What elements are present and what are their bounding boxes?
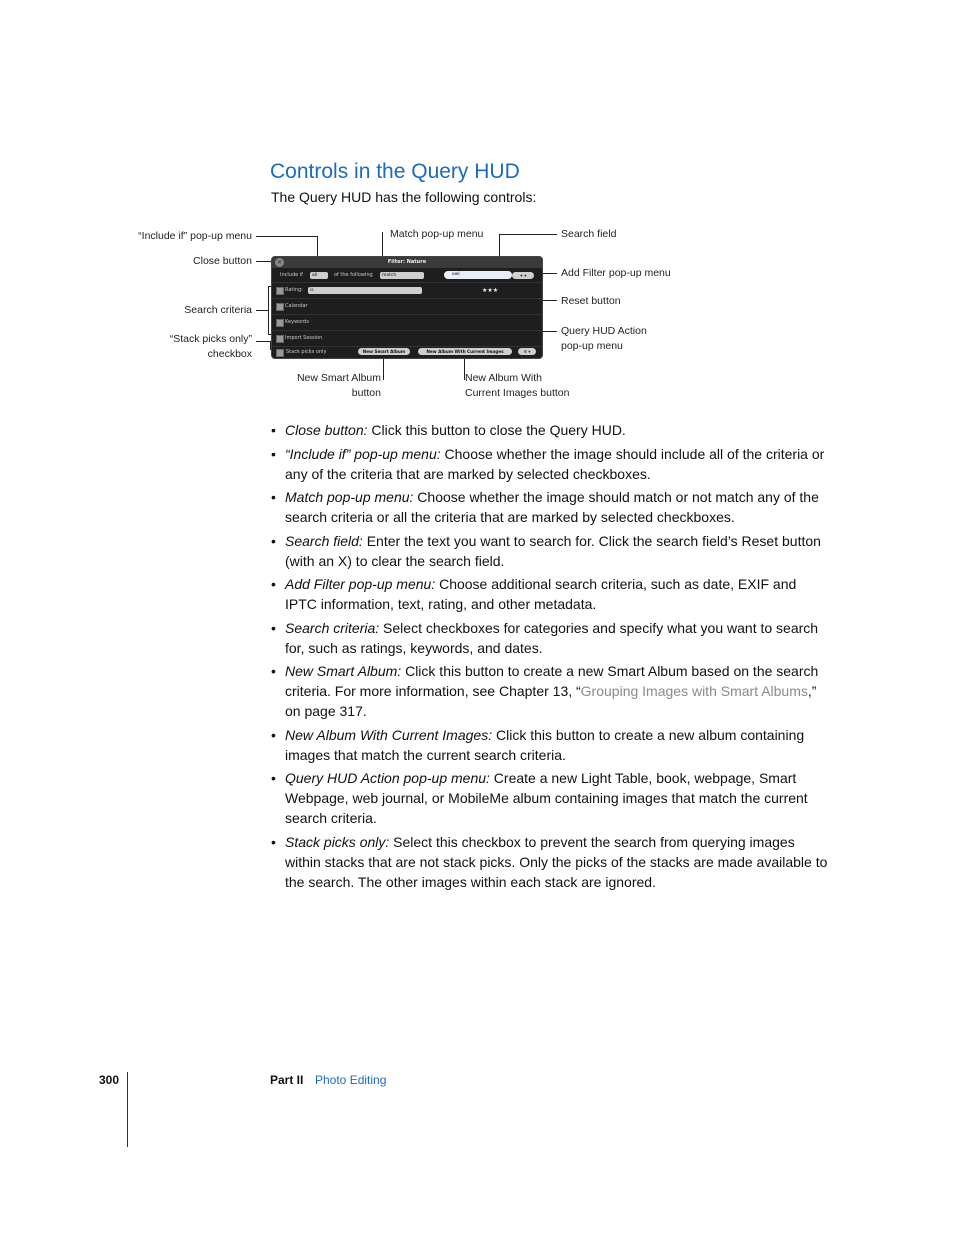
hud-rating-label: Rating:	[285, 287, 303, 293]
callout-add-filter-menu: Add Filter pop-up menu	[561, 267, 671, 279]
hud-calendar-checkbox[interactable]	[276, 303, 284, 311]
list-item-term: Search field:	[285, 532, 363, 549]
controls-list	[271, 420, 831, 895]
hud-calendar-label: Calendar	[285, 303, 308, 309]
hud-rating-row	[272, 283, 542, 299]
callout-match-menu: Match pop-up menu	[390, 228, 484, 240]
bullet-glyph: •	[271, 445, 276, 462]
hud-import-session-checkbox[interactable]	[276, 335, 284, 343]
bullet-glyph: •	[271, 770, 276, 786]
hud-rating-operator-menu[interactable]: is	[308, 287, 422, 294]
leader-stack-picks-h	[256, 341, 270, 342]
list-item-text: Select checkboxes for categories and specify what you want to search for, such as ratings, keywords, and dates.	[285, 619, 819, 656]
hud-new-album-current-button[interactable]: New Album With Current Images	[418, 348, 512, 355]
list-item-term: New Album With Current Images:	[285, 726, 493, 743]
leader-include-if-h	[256, 236, 318, 237]
footer-part: Part II	[270, 1073, 304, 1087]
hud-title: Filter: Nature	[272, 257, 542, 268]
list-item	[271, 768, 831, 828]
list-item	[271, 531, 831, 571]
query-hud-figure	[120, 222, 700, 402]
list-item-term: Close button:	[285, 422, 368, 438]
leader-search-field-h	[499, 234, 557, 235]
callout-stack-picks-line1: “Stack picks only”	[169, 333, 252, 345]
hud-keywords-checkbox[interactable]	[276, 319, 284, 327]
hud-action-menu[interactable]: ✲ ▾	[518, 348, 536, 355]
list-item-term: Match pop-up menu:	[285, 489, 414, 505]
footer-divider	[127, 1072, 128, 1147]
list-item-text: Enter the text you want to search for. Click the search field’s Reset button (with an X) to clear the search field.	[285, 532, 821, 569]
leader-criteria-bracket	[268, 286, 269, 334]
list-item-text: Click this button to close the Query HUD.	[367, 422, 626, 438]
bullet-glyph: •	[271, 532, 276, 549]
list-item-text: Select this checkbox to prevent the search from querying images within stacks that are not stack picks. Only the picks of the stacks are made available to the search. The other images within each stack are ignored.	[285, 833, 828, 890]
list-item	[271, 661, 831, 721]
page-number: 300	[99, 1073, 120, 1087]
hud-include-if-label: Include if	[280, 272, 303, 278]
query-hud-panel	[271, 256, 543, 359]
hud-new-smart-album-button[interactable]: New Smart Album	[358, 348, 410, 355]
intro-text: The Query HUD has the following controls:	[271, 189, 537, 205]
callout-action-menu-line1: Query HUD Action	[561, 325, 647, 337]
hud-rating-stars[interactable]: ★★★	[482, 287, 499, 294]
list-item-text: Click this button to create a new album containing images that match the current search criteria.	[285, 726, 805, 763]
leader-add-filter	[542, 273, 557, 274]
callout-new-album-current-line1: New Album With	[465, 372, 543, 384]
hud-keywords-row	[272, 315, 542, 331]
list-item	[271, 618, 831, 658]
hud-bottom-bar	[272, 346, 542, 358]
callout-search-field: Search field	[561, 228, 617, 240]
list-item-term: New Smart Album:	[285, 663, 402, 679]
hud-close-button[interactable]: ×	[276, 259, 283, 266]
list-item-term: “Include if” pop-up menu:	[285, 445, 441, 462]
hud-calendar-row	[272, 299, 542, 315]
list-item	[271, 420, 831, 440]
list-item-text: Choose additional search criteria, such as date, EXIF and IPTC information, text, rating, and other metadata.	[285, 576, 797, 612]
leader-criteria-stem	[256, 310, 268, 311]
bullet-glyph: •	[271, 576, 276, 592]
hud-keywords-label: Keywords	[285, 319, 309, 325]
list-item-term: Search criteria:	[285, 619, 380, 636]
hud-stack-picks-label: Stack picks only	[286, 349, 327, 355]
bullet-glyph: •	[271, 663, 276, 679]
section-heading: Controls in the Query HUD	[270, 160, 520, 183]
list-item-term: Stack picks only:	[285, 833, 390, 850]
hud-include-if-menu[interactable]: all	[310, 272, 328, 279]
chapter-link[interactable]: Grouping Images with Smart Albums	[580, 683, 808, 699]
hud-of-following-label: of the following	[334, 272, 373, 278]
callout-new-smart-album-line1: New Smart Album	[296, 372, 381, 384]
list-item-text: Create a new Light Table, book, webpage, Smart Webpage, web journal, or MobileMe album containing images that match the current search criteria.	[285, 770, 808, 826]
list-item	[271, 444, 831, 484]
list-item-text-after: ,” on page 317.	[285, 683, 817, 719]
hud-rating-checkbox[interactable]	[276, 287, 284, 295]
callout-new-album-current-line2: Current Images button	[465, 387, 570, 399]
bullet-glyph: •	[271, 489, 276, 505]
callout-new-smart-album-line2: button	[351, 387, 381, 399]
list-item-term: Query HUD Action pop-up menu:	[285, 770, 490, 786]
hud-search-field[interactable]: owl	[444, 271, 512, 279]
footer-part-title[interactable]: Photo Editing	[315, 1073, 387, 1087]
callout-include-if-menu: “Include if” pop-up menu	[138, 230, 252, 242]
hud-match-menu[interactable]: match	[380, 272, 424, 279]
list-item-text: Choose whether the image should include all of the criteria or any of the criteria that are marked by selected checkboxes.	[285, 445, 825, 482]
list-item	[271, 832, 831, 892]
list-item-term: Add Filter pop-up menu:	[285, 576, 436, 592]
list-item	[271, 725, 831, 765]
bullet-glyph: •	[271, 619, 276, 636]
callout-stack-picks-line2: checkbox	[207, 348, 252, 360]
hud-filter-row	[272, 268, 542, 283]
list-item-text: Choose whether the image should match or not match any of the search criteria or all the criteria that are marked by selected checkboxes.	[285, 489, 819, 525]
bullet-glyph: •	[271, 726, 276, 743]
list-item-text: Click this button to create a new Smart Album based on the search criteria. For more information, see Chapter 13, “	[285, 663, 819, 699]
list-item	[271, 487, 831, 527]
callout-close-button: Close button	[193, 255, 252, 267]
hud-import-session-label: Import Session	[285, 335, 323, 341]
bullet-glyph: •	[271, 422, 276, 438]
list-item	[271, 574, 831, 614]
callout-action-menu-line2: pop-up menu	[561, 340, 623, 352]
hud-stack-picks-checkbox[interactable]	[276, 349, 284, 357]
bullet-glyph: •	[271, 833, 276, 850]
callout-search-criteria: Search criteria	[184, 304, 252, 316]
hud-add-filter-menu[interactable]: + ▾	[512, 272, 534, 279]
hud-import-session-row	[272, 331, 542, 347]
callout-reset-button: Reset button	[561, 295, 621, 307]
